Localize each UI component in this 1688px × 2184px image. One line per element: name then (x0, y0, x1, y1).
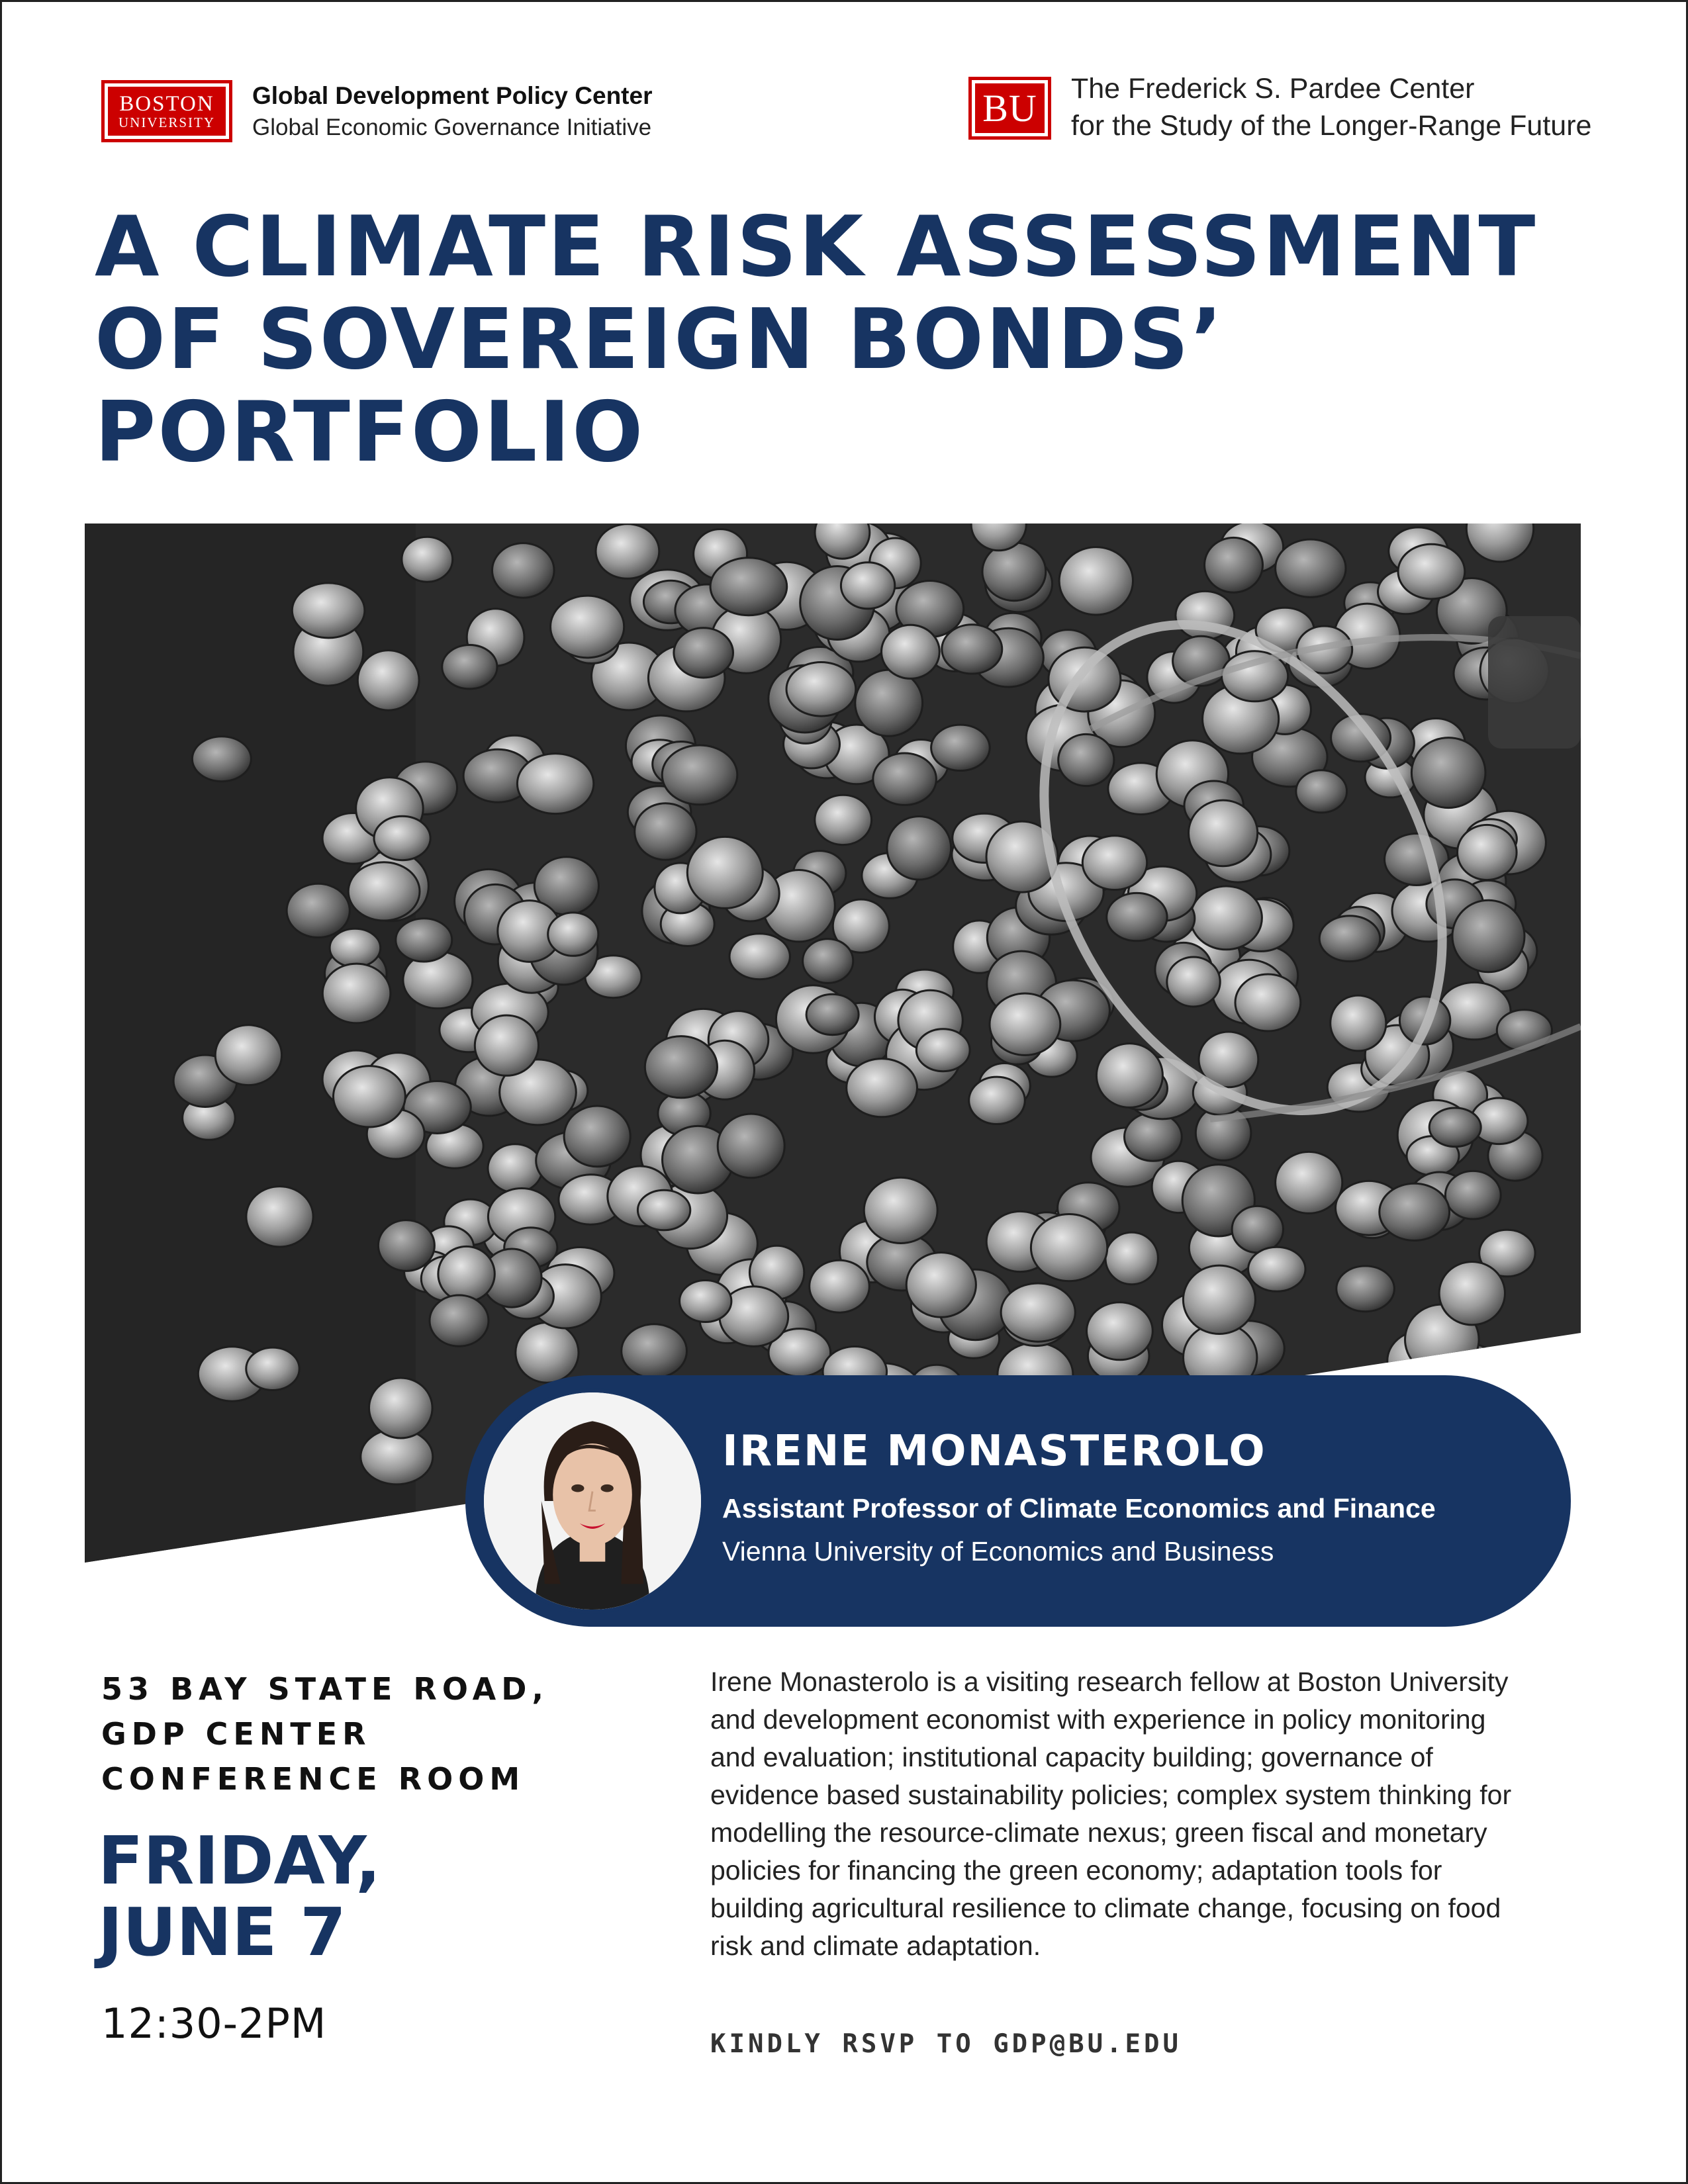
bu-monogram: BU (968, 77, 1051, 140)
rsvp-note: KINDLY RSVP TO GDP@BU.EDU (710, 2029, 1182, 2059)
address-line3: CONFERENCE ROOM (101, 1761, 526, 1797)
bu-mark-line2: UNIVERSITY (118, 114, 215, 131)
boston-university-mark (101, 80, 232, 142)
speaker-position: Assistant Professor of Climate Economics and Finance (722, 1493, 1436, 1524)
pardee-line2: for the Study of the Longer-Range Future (1071, 110, 1592, 142)
pardee-line1: The Frederick S. Pardee Center (1071, 73, 1475, 105)
event-address (101, 1666, 549, 1801)
title-line1: A CLIMATE RISK ASSESSMENT (95, 198, 1538, 295)
speaker-bio: Irene Monasterolo is a visiting research fellow at Boston University and development economist with experience in policy monitoring and evaluation; institutional capacity building; governance of evidence based sustainability policies; complex system thinking for modelling the resource-climate nexus; green fiscal and monetary policies for financing the green economy; adaptation tools for building agricultural resilience to climate change, focusing on food risk and climate adaptation. (710, 1666, 1512, 1961)
speaker-name: IRENE MONASTEROLO (722, 1427, 1266, 1476)
gdp-center-logo (101, 75, 652, 148)
title-line2: OF SOVEREIGN BONDS’ (95, 291, 1225, 388)
event-date (98, 1822, 381, 1971)
event-time: 12:30-2PM (101, 1999, 327, 2048)
bu-mark-line1: BOSTON (119, 91, 214, 116)
speaker-organization: Vienna University of Economics and Business (722, 1536, 1274, 1567)
date-line1: FRIDAY, (98, 1822, 381, 1899)
gegi-name: Global Economic Governance Initiative (252, 114, 652, 141)
speaker-portrait (480, 1388, 705, 1614)
event-title (95, 198, 1617, 480)
pardee-center-logo (968, 68, 1591, 148)
address-line2: GDP CENTER (101, 1716, 371, 1752)
title-line3: PORTFOLIO (95, 383, 645, 480)
date-line2: JUNE 7 (98, 1893, 346, 1971)
speaker-photo (484, 1392, 701, 1610)
address-line1: 53 BAY STATE ROAD, (101, 1671, 549, 1707)
gdp-center-name: Global Development Policy Center (252, 82, 653, 110)
